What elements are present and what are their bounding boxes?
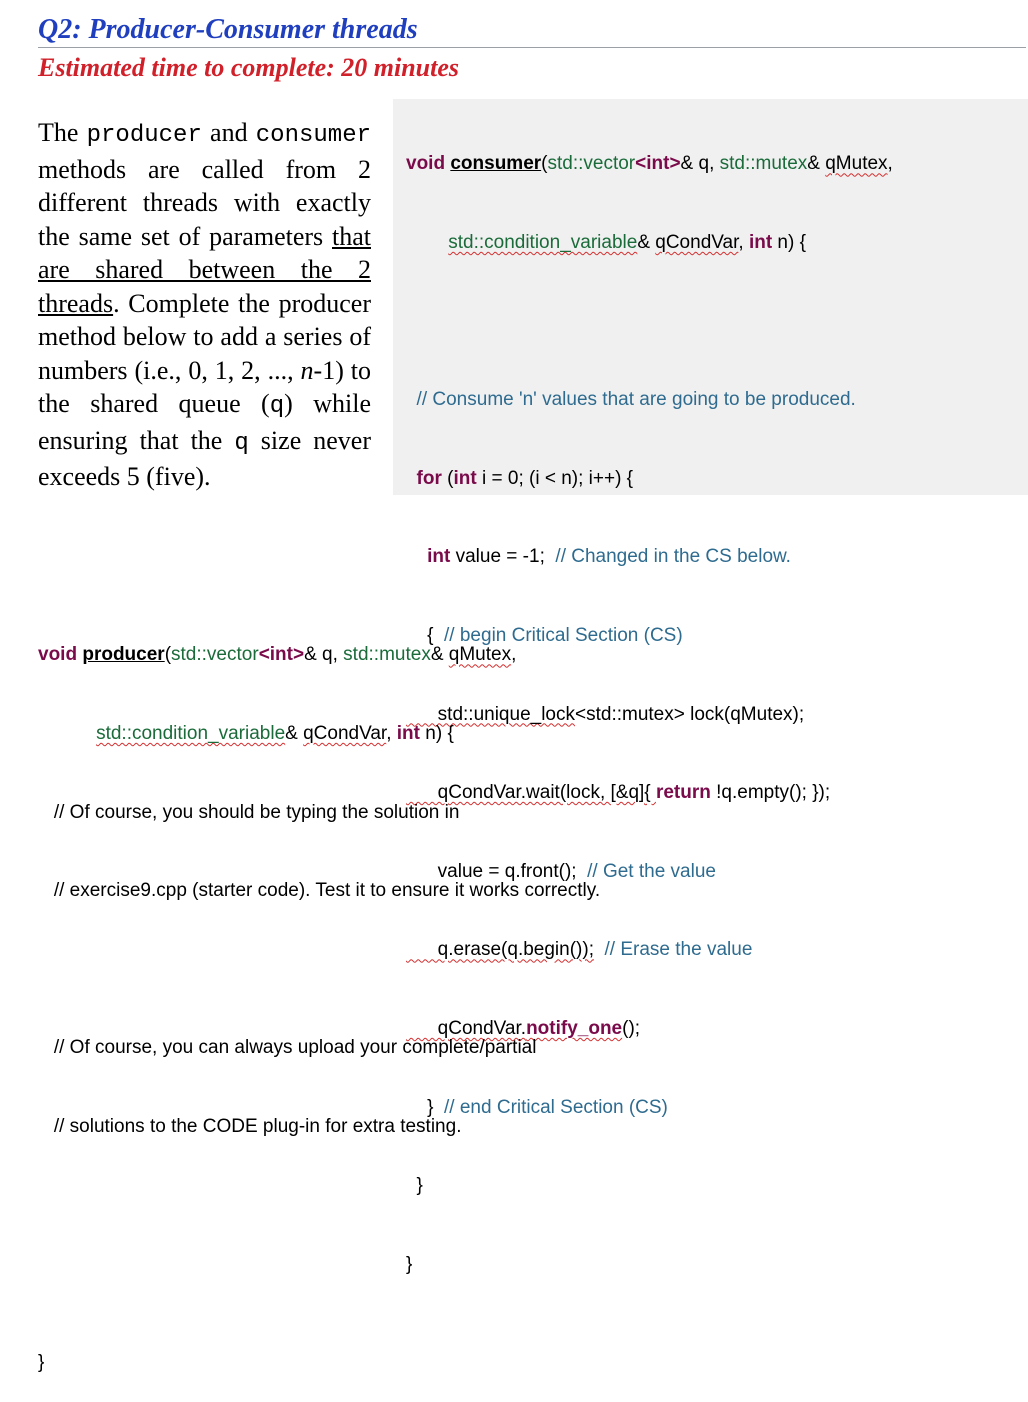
code-line: std::unique_lock<std::mutex> lock(qMutex); [406, 703, 805, 725]
code-line: // exercise9.cpp (starter code). Test it to ensure it works correctly. [38, 880, 601, 902]
code-line: void consumer(std::vector<int>& q, std::mutex& qMutex, [406, 153, 893, 175]
code-line: } // end Critical Section (CS) [406, 1096, 668, 1118]
consumer-code-block [393, 99, 1028, 1275]
code-line: q.erase(q.begin()); // Erase the value [406, 939, 753, 961]
code-line: } [38, 1351, 45, 1373]
code-line: std::condition_variable& qCondVar, int n) { [96, 723, 454, 744]
code-line: for (int i = 0; (i < n); i++) { [406, 467, 634, 489]
code-line: std::condition_variable& qCondVar, int n) { [448, 232, 806, 253]
question-title: Q2: Producer-Consumer threads [38, 14, 418, 45]
code-line: void producer(std::vector<int>& q, std::mutex& qMutex, [38, 644, 517, 666]
code-line: qCondVar.notify_one(); [406, 1017, 641, 1039]
problem-description: The producer and consumer methods are called from 2 different threads with exactly the same set of parameters that are shared between the 2 threads. Complete the producer method below to add a series of numbers (i.e., 0, 1, 2, ..., n-1) to the shared queue (q) while ensuring that the q size never exceeds 5 (five). [38, 118, 371, 491]
code-line [38, 957, 1018, 983]
code-line: value = q.front(); // Get the value [406, 860, 716, 882]
consumer-inline-code: consumer [255, 122, 371, 149]
producer-inline-code: producer [86, 122, 202, 149]
code-line [38, 1193, 1018, 1219]
code-line: // Consume 'n' values that are going to be produced. [406, 389, 856, 411]
code-line: // Of course, you should be typing the solution in [38, 801, 460, 823]
code-line: int value = -1; // Changed in the CS below. [406, 546, 791, 568]
code-line: // solutions to the CODE plug-in for extra testing. [38, 1115, 462, 1137]
code-line: qCondVar.wait(lock, [&q]{ return !q.empty(); }); [406, 782, 831, 804]
code-line: } [406, 1175, 423, 1197]
code-line [406, 309, 1028, 335]
producer-code-block [38, 590, 1018, 1402]
title-divider [38, 47, 1026, 48]
code-line: // Of course, you can always upload your complete/partial [38, 1037, 537, 1059]
code-line [38, 1271, 1018, 1297]
estimated-time: Estimated time to complete: 20 minutes [38, 53, 460, 82]
code-line: { // begin Critical Section (CS) [406, 624, 683, 646]
code-line: } [406, 1253, 413, 1275]
